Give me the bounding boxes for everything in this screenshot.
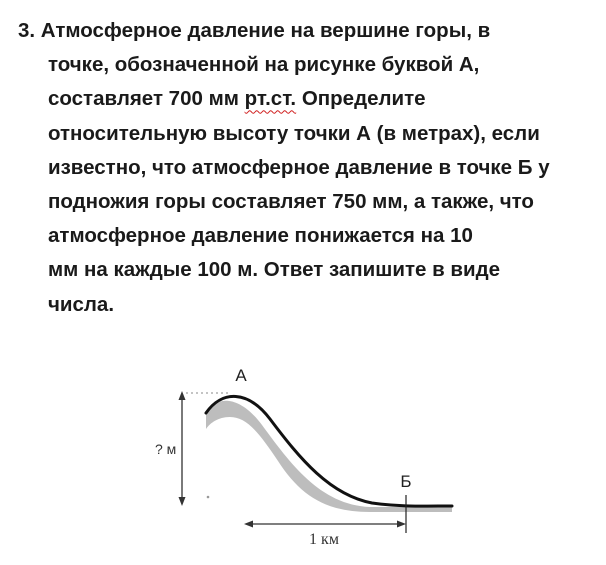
problem-line-9: числа. [48,292,115,316]
problem-line-1: 3. Атмосферное давление на вершине горы, в [18,19,491,42]
spellcheck-underlined-word: рт.ст. [244,87,297,111]
problem-line-3-start: составляет 700 мм [48,87,245,111]
problem-line-7: атмосферное давление понижается на 10 [48,224,473,248]
mountain-shade [206,401,452,512]
point-a-label: А [235,366,247,385]
height-arrow-head-bottom [179,497,186,506]
problem-line-8: мм на каждые 100 м. Ответ запишите в виде [48,258,501,282]
mountain-figure [150,355,460,555]
problem-line-3 [18,82,593,116]
height-arrow-head-top [179,391,186,400]
problem-line-6: подножия горы составляет 750 мм, а также, что [48,190,534,214]
distance-arrow-head-right [397,521,406,528]
problem-line-5: известно, что атмосферное давление в точке Б у [48,155,550,179]
problem-line-2: точке, обозначенной на рисунке буквой А, [48,53,480,77]
height-label: ? м [155,441,177,457]
problem-text [18,14,593,322]
base-dot [207,496,210,499]
distance-arrow-head-left [244,521,253,528]
distance-label: 1 км [309,531,339,548]
problem-line-4: относительную высоту точки А (в метрах), если [48,121,540,145]
mountain-diagram [150,355,460,555]
point-b-label: Б [400,472,412,491]
problem-line-3-end: Определите [296,87,426,111]
